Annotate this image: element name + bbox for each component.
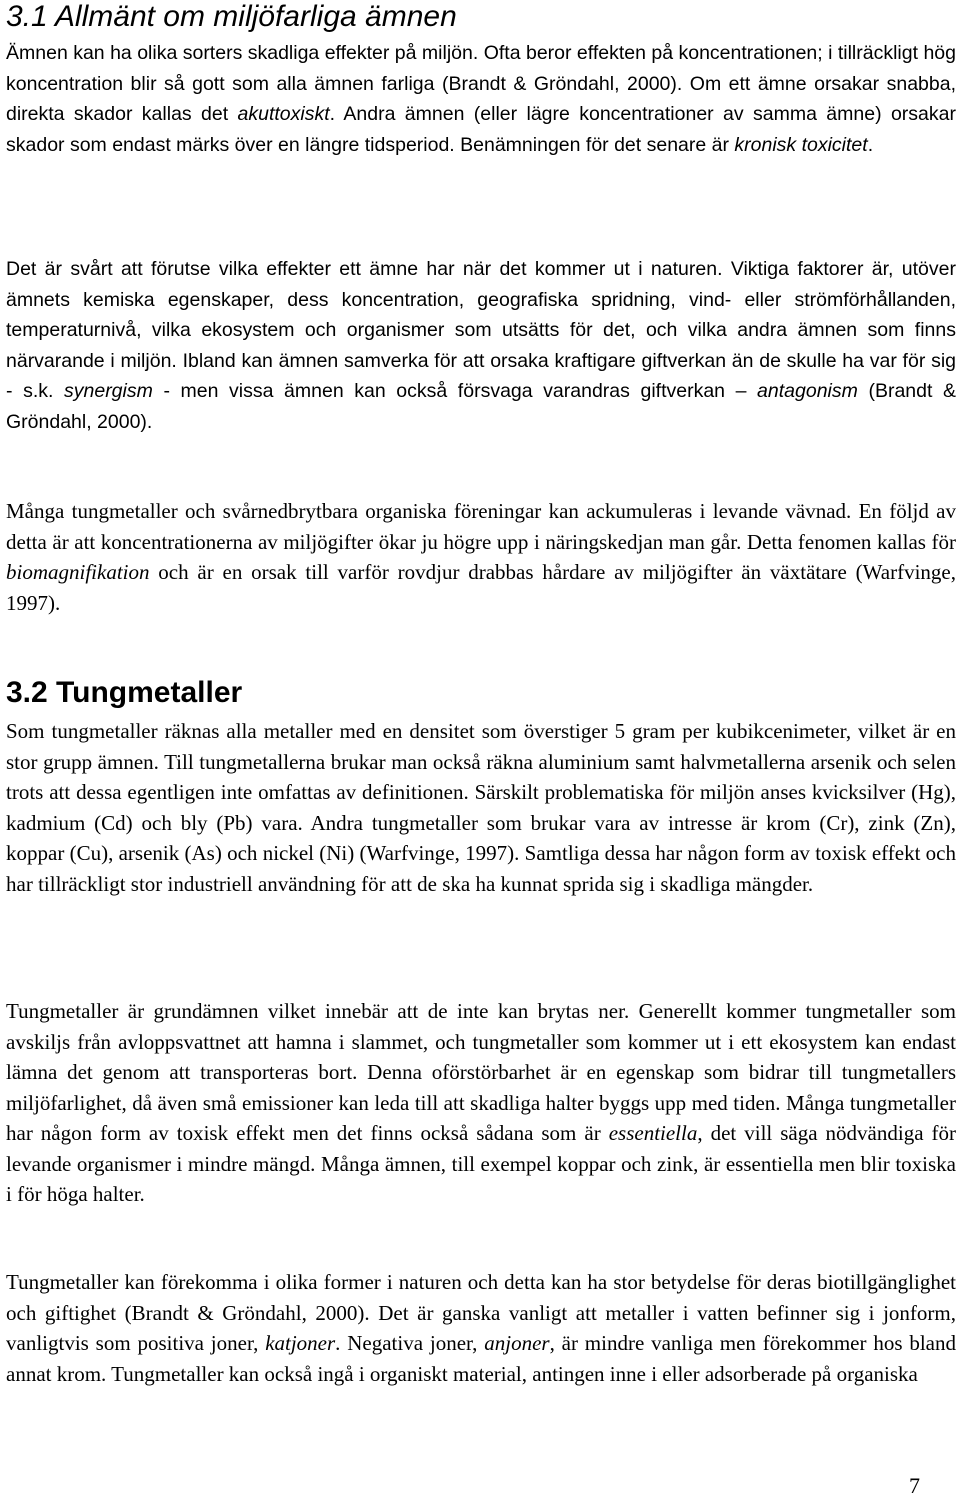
section-heading-3-1: 3.1 Allmänt om miljöfarliga ämnen (6, 0, 457, 33)
section-heading-3-2: 3.2 Tungmetaller (6, 676, 243, 709)
paragraph-heavy-metals-forms: Tungmetaller kan förekomma i olika former i naturen och detta kan ha stor betydelse för deras biotillgänglighet och giftighet (Brandt & Gröndahl, 2000). Det är ganska vanligt att metaller i vatten befinner sig i jonform, vanligtvis som positiva joner, katjoner. Negativa joner, anjoner, är mindre vanliga men förekommer hos bland annat krom. Tungmetaller kan också ingå i organiskt material, antingen inne i eller adsorberade på organiska (6, 1270, 956, 1386)
paragraph-heavy-metals-definition: Som tungmetaller räknas alla metaller med en densitet som överstiger 5 gram per kubikcenimeter, vilket är en stor grupp ämnen. Till tungmetallerna brukar man också räkna aluminium samt halvmetallerna arsenik och selen trots att dessa egentligen inte omfattas av definitionen. Särskilt problematiska för miljön anses kvicksilver (Hg), kadmium (Cd) och bly (Pb) vara. Andra tungmetaller som brukar vara av intresse är krom (Cr), zink (Zn), koppar (Cu), arsenik (As) och nickel (Ni) (Warfvinge, 1997). Samtliga dessa har någon form av toxisk effekt och har tillräckligt stor industriell användning för att de ska ha kunnat sprida sig i skadliga mängder. (6, 719, 956, 896)
page-number: 7 (909, 1473, 920, 1498)
paragraph-toxicity-intro: Ämnen kan ha olika sorters skadliga effekter på miljön. Ofta beror effekten på koncentrationen; i tillräckligt hög koncentration blir så gott som alla ämnen farliga (Brandt & Gröndahl, 2000). Om ett ämne orsakar snabba, direkta skador kallas det akuttoxiskt. Andra ämnen (eller lägre koncentrationer av samma ämne) orsakar skador som endast märks över en längre tidsperiod. Benämningen för det senare är kronisk toxicitet. (6, 42, 956, 156)
paragraph-biomagnification: Många tungmetaller och svårnedbrytbara organiska föreningar kan ackumuleras i levande vävnad. En följd av detta är att koncentrationerna av miljögifter ökar ju högre upp i näringskedjan man går. Detta fenomen kallas för biomagnifikation och är en orsak till varför rovdjur drabbas hårdare av miljögifter än växtätare (Warfvinge, 1997). (6, 499, 956, 615)
paragraph-heavy-metals-persistence: Tungmetaller är grundämnen vilket innebär att de inte kan brytas ner. Generellt kommer tungmetaller som avskiljs från avloppsvattnet att hamna i slammet, och tungmetaller som kommer ut i ett ekosystem kan endast lämna det genom att transporteras bort. Denna oförstörbarhet är en egenskap som bidrar till tungmetallers miljöfarlighet, då även små emissioner kan leda till att skadliga halter byggs upp med tiden. Många tungmetaller har någon form av toxisk effekt men det finns också sådana som är essentiella, det vill säga nödvändiga för levande organismer i mindre mängd. Många ämnen, till exempel koppar och zink, är essentiella men blir toxiska i för höga halter. (6, 999, 957, 1206)
paragraph-effects-factors: Det är svårt att förutse vilka effekter ett ämne har när det kommer ut i naturen. Viktiga faktorer är, utöver ämnets kemiska egenskaper, dess koncentration, geografiska spridning, vind- eller strömförhållanden, temperaturnivå, vilka ekosystem och organismer som utsätts för det, och vilka andra ämnen som finns närvarande i miljön. Ibland kan ämnen samverka för att orsaka kraftigare giftverkan än de skulle ha var för sig - s.k. synergism - men vissa ämnen kan också försvaga varandras giftverkan – antagonism (Brandt & Gröndahl, 2000). (6, 258, 956, 433)
